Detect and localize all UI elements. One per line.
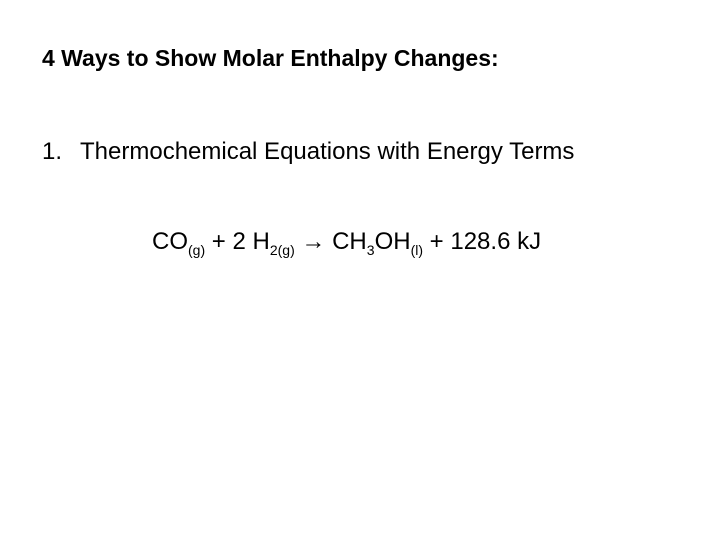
slide-title: 4 Ways to Show Molar Enthalpy Changes: [42, 45, 499, 71]
reactant-h2-subscript: 2(g) [269, 242, 295, 258]
list-item-number: 1. [42, 138, 63, 165]
reactant-h2: H [252, 228, 270, 255]
reactant-co: CO [152, 228, 188, 255]
list-item-text: Thermochemical Equations with Energy Terms [80, 138, 575, 165]
reactant-co-state: (g) [188, 242, 206, 258]
energy-term: + 128.6 kJ [429, 228, 542, 255]
thermochemical-equation [152, 228, 541, 256]
product-ch: CH [332, 228, 367, 255]
product-oh: OH [374, 228, 411, 255]
product-subscript: 3 [366, 242, 375, 258]
product-state: (l) [410, 242, 423, 258]
reaction-arrow-icon: → [301, 228, 326, 255]
plus-coefficient: + 2 [211, 228, 246, 255]
list-item [42, 138, 574, 166]
